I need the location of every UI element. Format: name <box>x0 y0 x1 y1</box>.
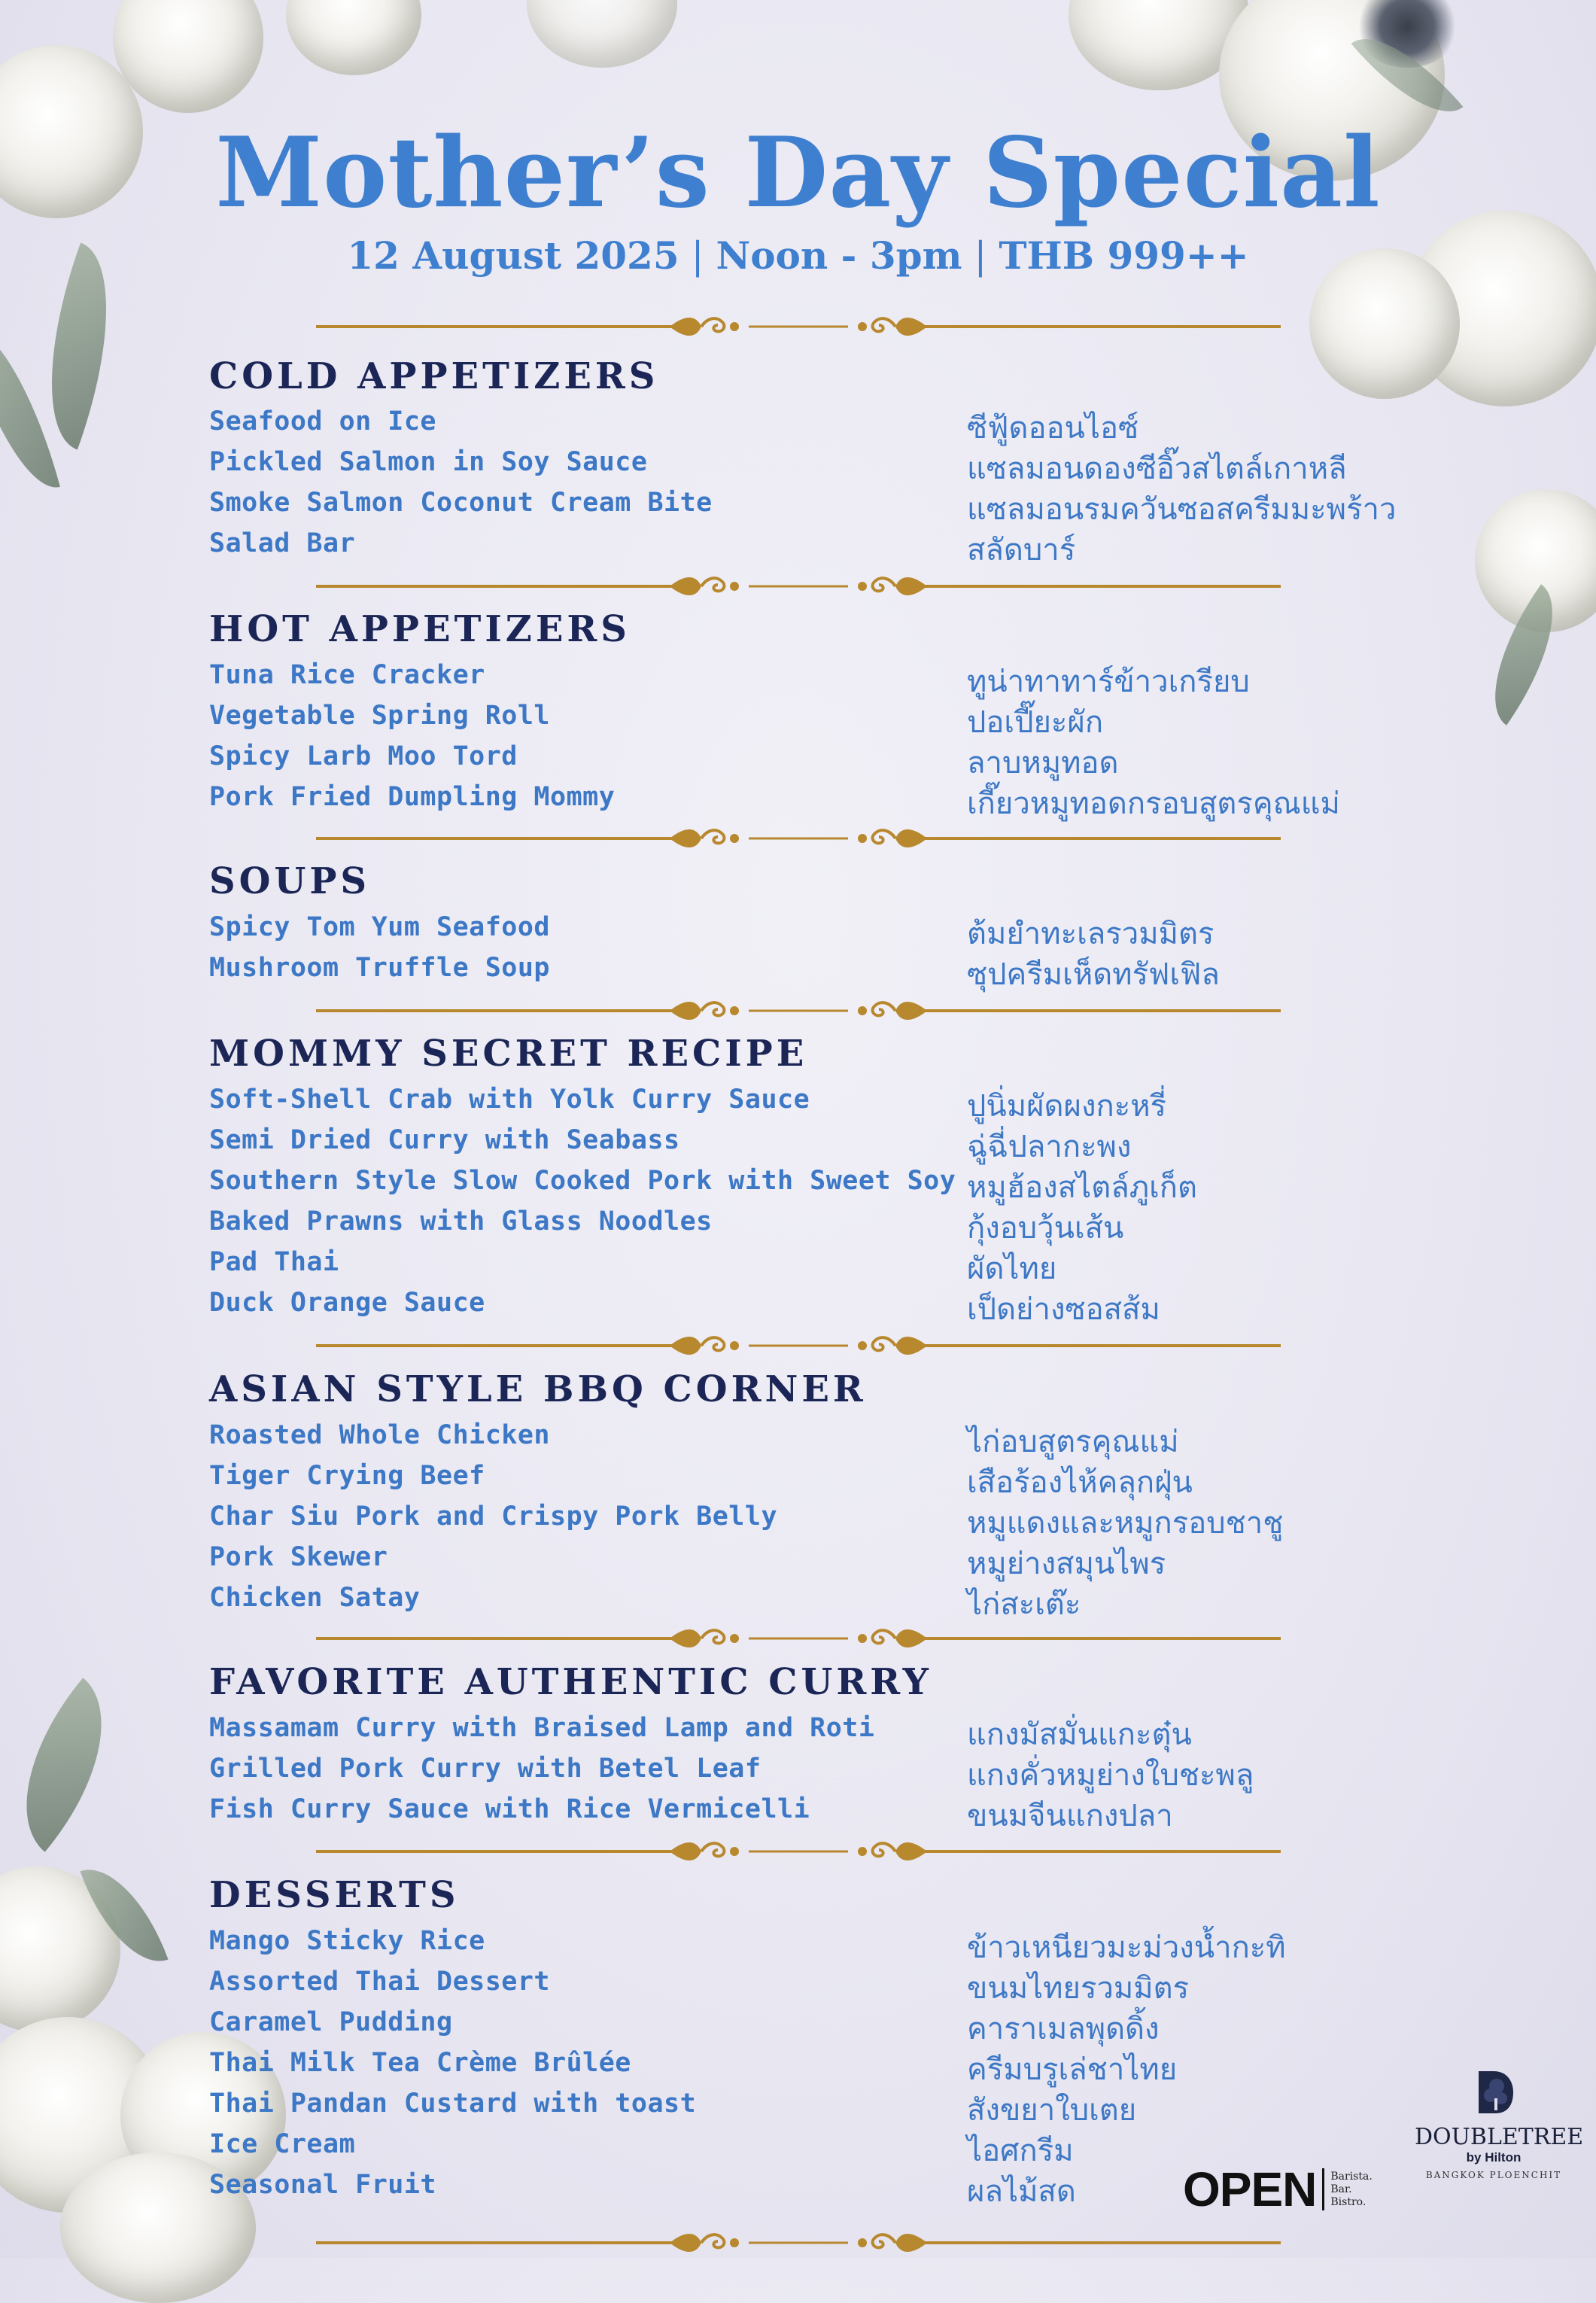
menu-item: Soft-Shell Crab with Yolk Curry Sauce <box>209 1085 810 1115</box>
separator: | <box>974 234 987 278</box>
menu-item-thai: แกงคั่วหมูย่างใบชะพลู <box>967 1758 1254 1793</box>
menu-item: Fish Curry Sauce with Rice Vermicelli <box>209 1794 810 1824</box>
menu-item-thai: สังขยาใบเตย <box>967 2093 1137 2128</box>
menu-item: Roasted Whole Chicken <box>209 1420 551 1450</box>
menu-item: Salad Bar <box>209 528 356 558</box>
ornamental-divider <box>316 1331 1281 1361</box>
menu-item-thai: ลาบหมูทอด <box>967 746 1119 780</box>
menu-item: Semi Dried Curry with Seabass <box>209 1125 680 1155</box>
menu-item: Mushroom Truffle Soup <box>209 953 551 983</box>
menu-item-thai: สลัดบาร์ <box>967 533 1076 567</box>
menu-item: Smoke Salmon Coconut Cream Bite <box>209 488 713 518</box>
open-logo-name: OPEN <box>1183 2162 1317 2216</box>
section-title-mommy-secret-recipe: MOMMY SECRET RECIPE <box>209 1033 808 1075</box>
menu-item: Pork Fried Dumpling Mommy <box>209 782 616 812</box>
ornamental-divider <box>316 996 1281 1026</box>
menu-item: Mango Sticky Rice <box>209 1926 485 1956</box>
menu-item-thai: ปูนิ่มผัดผงกะหรี่ <box>967 1089 1167 1124</box>
menu-item: Baked Prawns with Glass Noodles <box>209 1206 713 1237</box>
menu-item: Chicken Satay <box>209 1583 421 1613</box>
event-date: 12 August 2025 <box>347 233 679 278</box>
menu-item: Caramel Pudding <box>209 2007 453 2037</box>
menu-item-thai: แซลมอนรมควันซอสครีมมะพร้าว <box>967 492 1397 527</box>
menu-item-thai: ไอศกรีม <box>967 2134 1074 2168</box>
menu-item: Massamam Curry with Braised Lamp and Roti <box>209 1713 875 1743</box>
menu-item-thai: ข้าวเหนียวมะม่วงน้ำกะทิ <box>967 1930 1286 1965</box>
doubletree-logo <box>1415 2068 1584 2180</box>
doubletree-by: by Hilton <box>1466 2150 1522 2165</box>
menu-item-thai: แซลมอนดองซีอิ๊วสไตล์เกาหลี <box>967 452 1347 486</box>
menu-item: Grilled Pork Curry with Betel Leaf <box>209 1754 762 1784</box>
menu-item-thai: ต้มยำทะเลรวมมิตร <box>967 917 1214 951</box>
menu-item: Char Siu Pork and Crispy Pork Belly <box>209 1501 778 1532</box>
menu-item: Spicy Tom Yum Seafood <box>209 912 551 942</box>
menu-item-thai: ผลไม้สด <box>967 2174 1076 2209</box>
ornamental-divider <box>316 2228 1281 2258</box>
menu-item-thai: แกงมัสมั่นแกะตุ๋น <box>967 1717 1192 1752</box>
menu-item-thai: ฉู่ฉี่ปลากะพง <box>967 1130 1132 1164</box>
menu-item-thai: ครีมบรูเล่ชาไทย <box>967 2052 1178 2087</box>
menu-item-thai: ซุปครีมเห็ดทรัฟเฟิล <box>967 957 1220 992</box>
menu-item-thai: คาราเมลพุดดิ้ง <box>967 2012 1160 2046</box>
ornamental-divider <box>316 312 1281 342</box>
menu-item-thai: เกี๊ยวหมูทอดกรอบสูตรคุณแม่ <box>967 786 1340 821</box>
menu-item: Tuna Rice Cracker <box>209 660 485 690</box>
menu-item: Seasonal Fruit <box>209 2170 437 2200</box>
section-title-soups: SOUPS <box>209 860 371 902</box>
menu-item-thai: หมูฮ้องสไตล์ภูเก็ต <box>967 1170 1197 1205</box>
section-title-cold-appetizers: COLD APPETIZERS <box>209 355 659 397</box>
menu-item: Vegetable Spring Roll <box>209 701 551 731</box>
separator: | <box>691 234 704 278</box>
menu-item: Spicy Larb Moo Tord <box>209 741 518 771</box>
event-details <box>0 233 1596 278</box>
section-title-favorite-authentic-curry: FAVORITE AUTHENTIC CURRY <box>209 1661 932 1703</box>
menu-item: Duck Orange Sauce <box>209 1288 485 1318</box>
doubletree-name: DOUBLETREE <box>1415 2124 1584 2150</box>
menu-item-thai: ขนมจีนแกงปลา <box>967 1799 1173 1833</box>
menu-item-thai: กุ้งอบวุ้นเส้น <box>967 1211 1124 1246</box>
menu-item: Pickled Salmon in Soy Sauce <box>209 447 648 477</box>
menu-item: Thai Pandan Custard with toast <box>209 2089 697 2119</box>
menu-item: Seafood on Ice <box>209 406 437 437</box>
ornamental-divider <box>316 1836 1281 1866</box>
menu-item-thai: ผัดไทย <box>967 1252 1057 1286</box>
menu-item: Tiger Crying Beef <box>209 1461 485 1491</box>
section-title-hot-appetizers: HOT APPETIZERS <box>209 608 631 650</box>
page-title: Mother’s Day Special <box>215 117 1381 230</box>
menu-item-thai: ขนมไทยรวมมิตร <box>967 1971 1190 2006</box>
open-logo <box>1183 2162 1373 2217</box>
menu-item: Thai Milk Tea Crème Brûlée <box>209 2048 631 2078</box>
menu-item-thai: เสือร้องไห้คลุกฝุ่น <box>967 1465 1193 1500</box>
ornamental-divider <box>316 1623 1281 1653</box>
menu-item: Pork Skewer <box>209 1542 388 1572</box>
menu-item: Pad Thai <box>209 1247 339 1277</box>
menu-item: Ice Cream <box>209 2129 356 2159</box>
event-price: THB 999++ <box>999 233 1249 278</box>
section-title-desserts: DESSERTS <box>209 1874 460 1916</box>
ornamental-divider <box>316 571 1281 601</box>
event-time: Noon - 3pm <box>716 233 962 278</box>
menu-item: Southern Style Slow Cooked Pork with Sweet Soy <box>209 1166 956 1196</box>
menu-item-thai: ไก่สะเต๊ะ <box>967 1587 1081 1622</box>
tree-icon <box>1471 2068 1516 2116</box>
menu-item-thai: ปอเปี๊ยะผัก <box>967 705 1104 740</box>
menu-item-thai: ทูน่าทาทาร์ข้าวเกรียบ <box>967 665 1250 699</box>
menu-item-thai: ไก่อบสูตรคุณแม่ <box>967 1425 1179 1459</box>
section-title-asian-style-bbq-corner: ASIAN STYLE BBQ CORNER <box>209 1368 867 1410</box>
open-logo-tagline: Barista. Bar. Bistro. <box>1330 2170 1373 2208</box>
menu-item-thai: เป็ดย่างซอสส้ม <box>967 1292 1160 1327</box>
menu-item: Assorted Thai Dessert <box>209 1967 551 1997</box>
ornamental-divider <box>316 823 1281 853</box>
menu-item-thai: ซีฟู้ดออนไอซ์ <box>967 411 1139 446</box>
doubletree-location: BANGKOK PLOENCHIT <box>1425 2170 1562 2180</box>
menu-item-thai: หมูแดงและหมูกรอบชาชู <box>967 1506 1284 1541</box>
menu-item-thai: หมูย่างสมุนไพร <box>967 1547 1166 1581</box>
